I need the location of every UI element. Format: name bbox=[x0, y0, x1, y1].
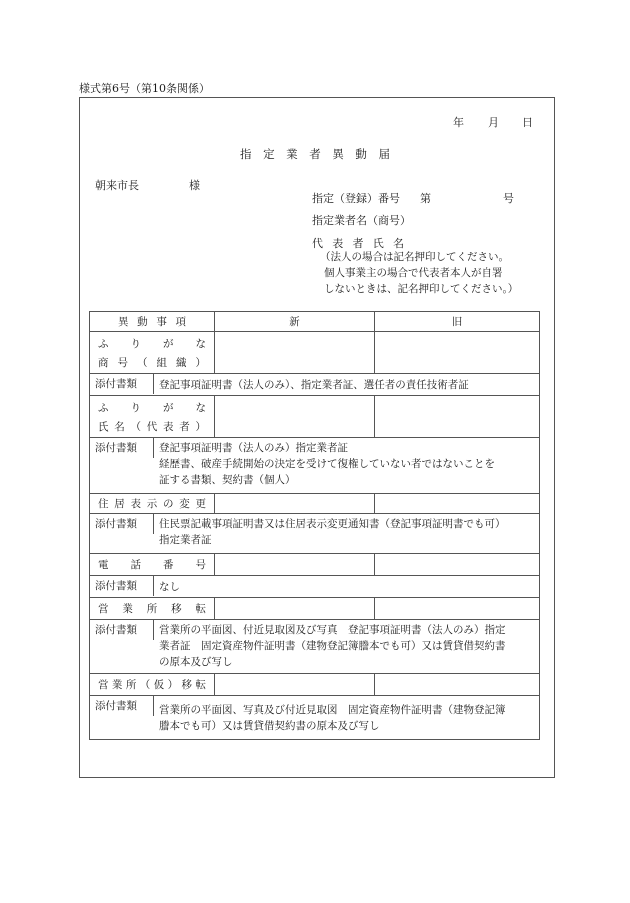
attachment-text-5a: 営業所の平面図、付近見取図及び写真 登記事項証明書（法人のみ）指定 bbox=[159, 624, 506, 636]
date-day: 日 bbox=[522, 116, 533, 129]
office-move-new-field[interactable] bbox=[215, 598, 375, 620]
trade-name-furigana: ふ り が な bbox=[98, 337, 206, 350]
attachment-text-2c: 証する書類、契約書（個人） bbox=[159, 474, 296, 486]
attachment-row-4 bbox=[90, 576, 540, 598]
attachment-label-6: 添付書類 bbox=[90, 696, 154, 716]
attachment-text-6a: 営業所の平面図、写真及び付近見取図 固定資産物件証明書（建物登記簿 bbox=[159, 704, 506, 716]
temp-office-move-old-field[interactable] bbox=[375, 674, 540, 696]
seal-note-line2: 個人事業主の場合で代表者本人が自署 bbox=[324, 267, 503, 279]
attachment-text-3b: 指定業者証 bbox=[159, 534, 212, 546]
representative-row bbox=[90, 396, 540, 438]
attachment-text-4: なし bbox=[159, 581, 180, 593]
representative-new-field[interactable] bbox=[215, 396, 375, 438]
attachment-text-2a: 登記事項証明書（法人のみ）指定業者証 bbox=[159, 442, 348, 454]
trade-name-label: 商 号 （ 組 織 ） bbox=[98, 356, 206, 369]
attachment-label-5: 添付書類 bbox=[90, 620, 154, 640]
representative-name-label: 氏 名 （ 代 表 者 ） bbox=[98, 420, 206, 433]
trade-name-label-cell bbox=[90, 332, 215, 374]
seal-note-line1: （法人の場合は記名押印してください。 bbox=[320, 251, 509, 263]
temp-office-move-new-field[interactable] bbox=[215, 674, 375, 696]
phone-old-field[interactable] bbox=[375, 554, 540, 576]
seal-note bbox=[320, 249, 518, 297]
attachment-text-5c: の原本及び写し bbox=[159, 656, 233, 668]
office-move-row bbox=[90, 598, 540, 620]
reg-number-go: 号 bbox=[503, 192, 514, 205]
attachment-text-1: 登記事項証明書（法人のみ）、指定業者証、選任者の責任技術者証 bbox=[159, 379, 469, 391]
address-change-new-field[interactable] bbox=[215, 494, 375, 514]
company-name-label: 指定業者名（商号） bbox=[312, 214, 411, 227]
attachment-text-2b: 経歴書、破産手続開始の決定を受けて復権していない者ではないことを bbox=[159, 458, 495, 470]
phone-new-field[interactable] bbox=[215, 554, 375, 576]
trade-name-row bbox=[90, 332, 540, 374]
reg-number-dai: 第 bbox=[420, 192, 431, 205]
header-item: 異 動 事 項 bbox=[90, 312, 215, 332]
representative-furigana: ふ り が な bbox=[98, 401, 206, 414]
office-move-old-field[interactable] bbox=[375, 598, 540, 620]
trade-name-new-field[interactable] bbox=[215, 332, 375, 374]
phone-label: 電 話 番 号 bbox=[98, 559, 206, 571]
page-title: 指 定 業 者 異 動 届 bbox=[240, 147, 390, 161]
phone-row bbox=[90, 554, 540, 576]
date-year: 年 bbox=[453, 116, 464, 129]
attachment-row-1 bbox=[90, 374, 540, 396]
address-change-old-field[interactable] bbox=[375, 494, 540, 514]
addressee-name: 朝来市長 bbox=[95, 179, 139, 192]
seal-note-line3: しないときは、記名押印してください。） bbox=[324, 283, 519, 295]
addressee-honorific: 様 bbox=[189, 179, 200, 192]
form-id: 様式第6号（第10条関係） bbox=[79, 82, 210, 95]
attachment-text-5b: 業者証 固定資産物件証明書（建物登記簿謄本でも可）又は賃貸借契約書 bbox=[159, 640, 506, 652]
attachment-label-4: 添付書類 bbox=[90, 576, 154, 596]
address-change-row bbox=[90, 494, 540, 514]
change-table bbox=[89, 311, 540, 740]
header-new: 新 bbox=[215, 312, 375, 332]
date-month: 月 bbox=[488, 116, 499, 129]
reg-number-label: 指定（登録）番号 bbox=[312, 192, 400, 205]
attachment-row-5 bbox=[90, 620, 540, 674]
office-move-label: 営 業 所 移 転 bbox=[98, 603, 206, 615]
table-header-row bbox=[90, 312, 540, 332]
attachment-label-2: 添付書類 bbox=[90, 438, 154, 458]
representative-label: 代 表 者 氏 名 bbox=[312, 237, 404, 250]
attachment-label-3: 添付書類 bbox=[90, 514, 154, 534]
temp-office-move-row bbox=[90, 674, 540, 696]
temp-office-move-label: 営 業 所 （ 仮 ） 移 転 bbox=[98, 679, 206, 691]
trade-name-old-field[interactable] bbox=[375, 332, 540, 374]
attachment-row-2 bbox=[90, 438, 540, 494]
attachment-row-3 bbox=[90, 514, 540, 554]
header-old: 旧 bbox=[375, 312, 540, 332]
attachment-row-6 bbox=[90, 696, 540, 740]
address-change-label: 住 居 表 示 の 変 更 bbox=[98, 498, 206, 510]
attachment-text-3a: 住民票記載事項証明書又は住居表示変更通知書（登記事項証明書でも可） bbox=[159, 518, 506, 530]
representative-label-cell bbox=[90, 396, 215, 438]
attachment-text-6b: 謄本でも可）又は賃貸借契約書の原本及び写し bbox=[159, 720, 380, 732]
representative-old-field[interactable] bbox=[375, 396, 540, 438]
attachment-label-1: 添付書類 bbox=[90, 374, 154, 394]
